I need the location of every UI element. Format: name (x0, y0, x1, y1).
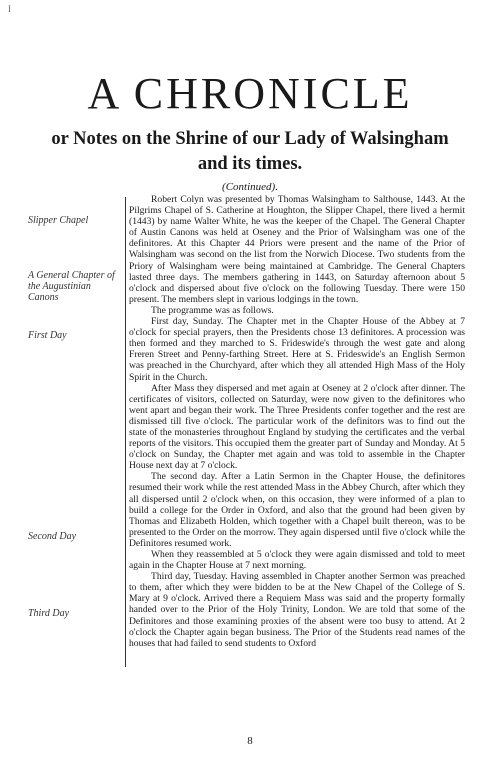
paragraph-3: First day, Sunday. The Chapter met in the Chapter House of the Abbey at 7 o'clock for special prayers, then the Presidents chose 13 definitores. A procession was then formed and they marched to S. Frideswide's through the west gate and along Freren Street and Penny-farthing Street. Here at S. Frideswide's an English Sermon was preached in the Churchyard, after which they all attended High Mass of the Holy Spirit in the Church. (129, 316, 465, 383)
paragraph-2: The programme was as follows. (151, 304, 274, 316)
page-number: 8 (247, 735, 253, 747)
page-title: A CHRONICLE (87, 69, 413, 118)
paragraph-6: When they reassembled at 5 o'clock they were again dismissed and told to meet again in the Chapter House at 7 next morning. (129, 549, 465, 572)
paragraph-5: The second day. After a Latin Sermon in the Chapter House, the definitores resumed their work while the rest attended Mass in the Abbey Church, after which they all dispersed until 2 o'clock when, on this occasion, they were informed of a plan to build a college for the Order in Oxford, and also that the ground had been given by Thomas and Elizabeth Holden, which together with a Chapel built thereon, was to be presented to the Order on the morrow. They again dispersed until five o'clock while the Definitores resumed work. (129, 471, 465, 549)
page-subtitle: or Notes on the Shrine of our Lady of Walsingham and its times. (51, 129, 449, 174)
paragraph-1: Robert Colyn was presented by Thomas Walsingham to Salthouse, 1443. At the Pilgrims Chapel of S. Catherine at Houghton, the Slipper Chapel, there lived a hermit (1443) by name Walter White, he was the keeper of the Chapel. The General Chapter of Austin Canons was held at Oseney and the Prior of Walsingham was one of the definitores. At this Chapter 44 Priors were present and the name of the Prior of Walsingham was second on the list from the Norwich Diocese. Two students from the Priory of Walsingham were being maintained at Cambridge. The General Chapters lasted three days. The members gathering in 1443, on Saturday afternoon about 5 o'clock and dispersed about five o'clock on the following Tuesday. There were 150 present. The members slept in various lodgings in the town. (129, 194, 465, 305)
margin-note-third-day: Third Day (28, 608, 70, 619)
paragraph-4: After Mass they dispersed and met again at Oseney at 2 o'clock after dinner. The certificates of visitors, collected on Saturday, were now given to the definitores who went apart and began their work. The Three Presidents confer together and the rest are dismissed till five o'clock. The particular work of the definitors was to find out the state of the monasteries throughout England by studying the certificates and the verbal reports of the visitors. This occupied them the greater part of Sunday and Monday. At 5 o'clock on Sunday, the Chapter met again and was told to assemble in the Chapter House next day at 7 o'clock. (129, 382, 465, 472)
paragraph-7: Third day, Tuesday. Having assembled in Chapter another Sermon was preached to them, after which they were bidden to be at the New Chapel of the College of S. Mary at 9 o'clock. Arrived there a Requiem Mass was said and the property formally handed over to the Prior of the Holy Trinity, London. We are told that some of the Definitores and those examining proxies of the absent were too busy to attend. At 2 o'clock the Chapter again began business. The Prior of the Students read names of the houses that had failed to send students to Oxford (129, 571, 465, 649)
page-corner-mark: I (8, 4, 11, 14)
margin-note-slipper-chapel: Slipper Chapel (28, 215, 89, 226)
continued-label: (Continued). (222, 181, 278, 193)
body-text (129, 194, 465, 649)
margin-divider (125, 197, 126, 667)
margin-note-second-day: Second Day (28, 531, 77, 542)
margin-note-general-chapter: A General Chapter of the Augustinian Canons (28, 270, 115, 303)
margin-note-first-day: First Day (28, 330, 67, 341)
